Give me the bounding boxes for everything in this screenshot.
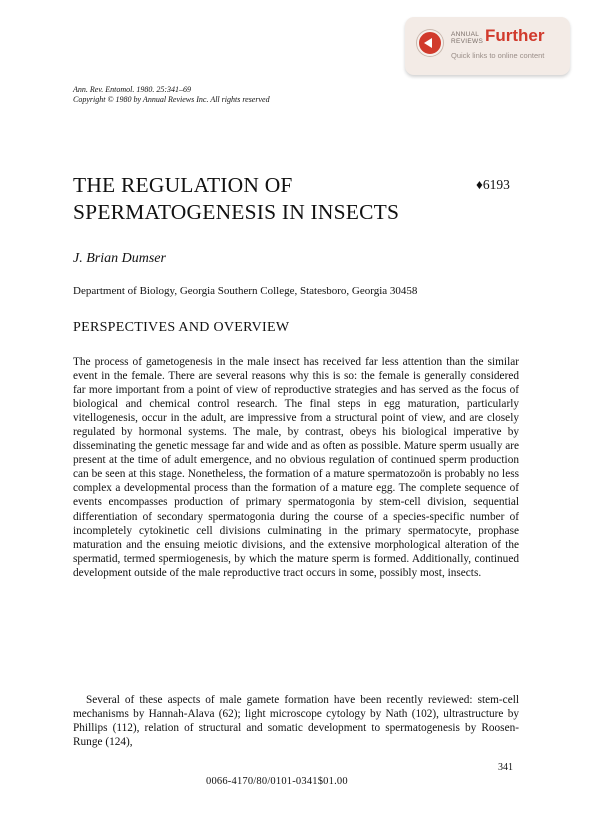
article-title — [73, 172, 399, 226]
body-paragraph-1: The process of gametogenesis in the male insect has received far less attention than the similar event in the female. There are several reasons why this is so: the female is generally considered far more important from a point of view of reproductive strategies and has served as the focus of biological and chemical control research. The final steps in egg maturation, particularly vitellogenesis, occur in the adult, are impressive from a structural point of view, and are closely regulated by hormonal systems. The male, by contrast, obeys his biological imperative by disseminating the genetic message far and wide and as often as possible. Mature sperm usually are present at the time of adult emergence, and no obvious regulation of continued sperm production can be seen at this stage. Nonetheless, the formation of a mature spermatozoön is probably no less complex a developmental process than the formation of a mature egg. The complete sequence of events encompasses production of primary spermatogonia by stem-cell division, sequential differentiation of secondary spermatogonia during the course of a species-specific number of incompletely cytokinetic cell divisions culminating in the primary spermatocyte, prophase maturation and the ensuing meiotic divisions, and the extensive morphological alteration of the spermatid, termed spermiogenesis, by which the mature sperm is formed. Additionally, continued development outside of the male reproductive tract occurs in some, possibly most, insects. — [73, 356, 519, 579]
banner-subtitle: Quick links to online content — [451, 51, 545, 60]
section-heading: PERSPECTIVES AND OVERVIEW — [73, 320, 290, 335]
footer-code: 0066-4170/80/0101-0341$01.00 — [206, 776, 348, 787]
title-line-2: SPERMATOGENESIS IN INSECTS — [73, 200, 400, 224]
brand-reviews: REVIEWS — [451, 38, 484, 45]
journal-citation — [73, 85, 270, 105]
page-number: 341 — [498, 762, 513, 773]
annual-reviews-logo-icon — [417, 30, 443, 56]
article-code: ♦6193 — [476, 177, 510, 192]
citation-line: Ann. Rev. Entomol. 1980. 25:341–69 — [73, 85, 192, 94]
author-name: J. Brian Dumser — [73, 251, 166, 266]
further-banner-link[interactable] — [405, 17, 570, 75]
brand-annual: ANNUAL — [451, 31, 480, 38]
title-line-1: THE REGULATION OF — [73, 173, 293, 197]
copyright-line: Copyright © 1980 by Annual Reviews Inc. All rights reserved — [73, 95, 270, 104]
body-paragraph-2: Several of these aspects of male gamete formation have been recently reviewed: stem-cell mechanisms by Hannah-Alava (62); light microscope cytology by Nath (102), ultrastructure by Phillips (112), relation of structural and somatic development to spermatogenesis by Roosen-Runge (124), — [73, 694, 519, 749]
brand-further: Further — [485, 26, 545, 45]
author-affiliation: Department of Biology, Georgia Southern College, Statesboro, Georgia 30458 — [73, 285, 418, 297]
